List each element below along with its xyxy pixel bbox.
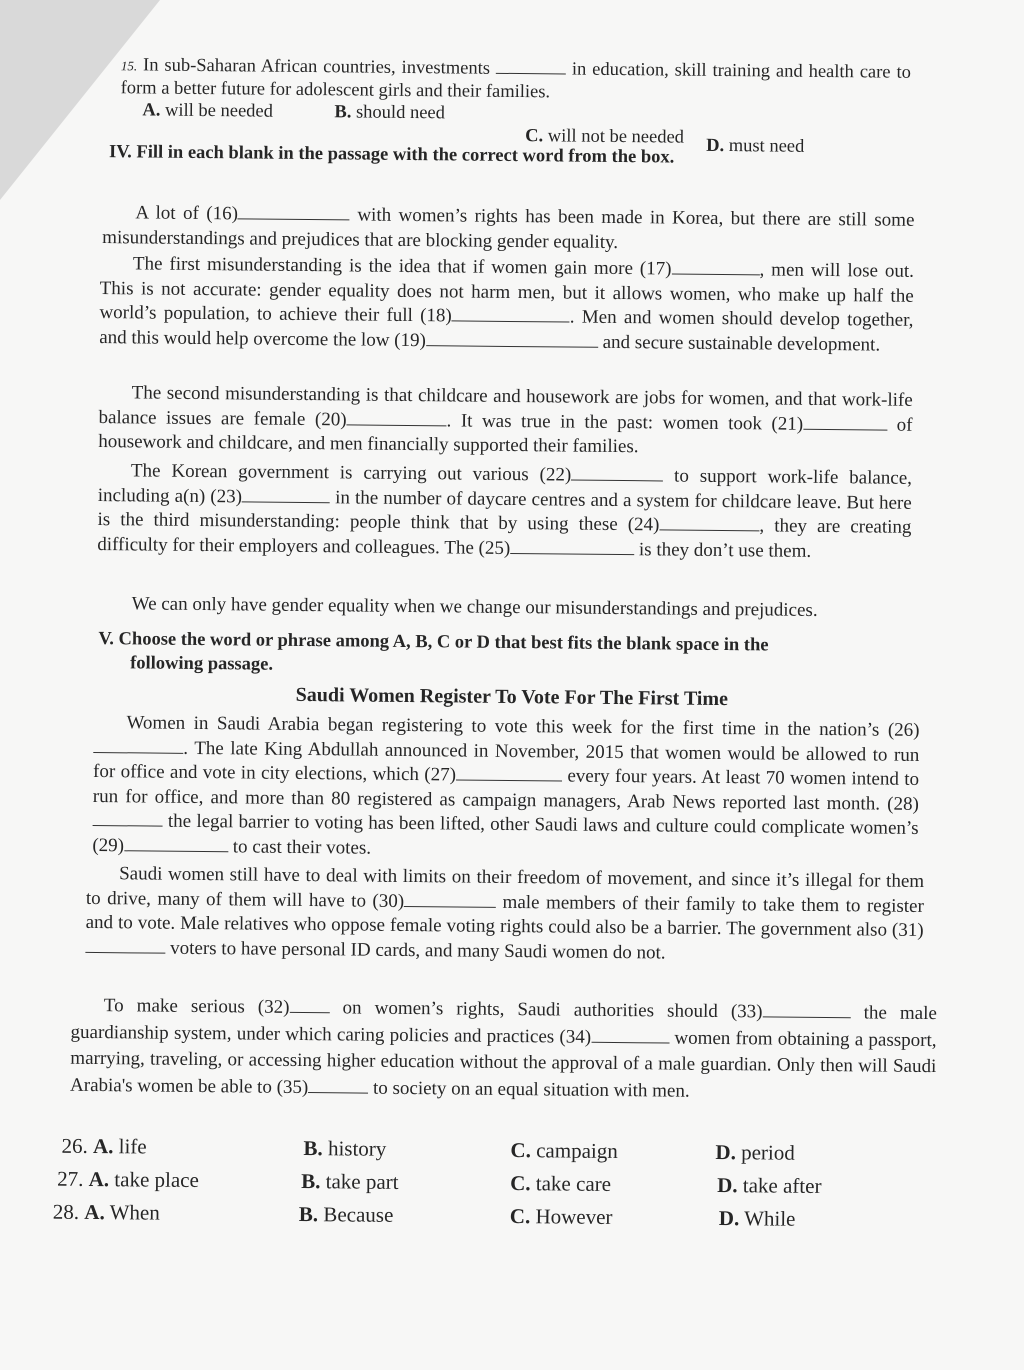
- section-5-heading-line-2: following passage.: [130, 653, 274, 675]
- answer-28-d[interactable]: D. While: [718, 1206, 796, 1231]
- passage-title: Saudi Women Register To Vote For The First Time: [295, 683, 729, 711]
- question-15-stem-2: in education, skill training and health care to form a better future for adolescent girls and their families.: [120, 59, 911, 103]
- blank-31[interactable]: [85, 937, 165, 953]
- answer-row-28: [52, 1199, 855, 1236]
- option-c[interactable]: C. will not be needed: [525, 126, 685, 148]
- blank-24[interactable]: [659, 515, 759, 531]
- question-15-blank[interactable]: [496, 59, 566, 75]
- blank-35[interactable]: [308, 1078, 368, 1094]
- blank-16[interactable]: [238, 204, 350, 220]
- blank-21[interactable]: [803, 414, 887, 430]
- answer-26-d[interactable]: D. period: [715, 1139, 795, 1165]
- answer-row-26: [55, 1134, 855, 1170]
- section-5-heading-line-1: V. Choose the word or phrase among A, B, C or D that best fits the blank space in the: [98, 629, 769, 656]
- answer-26-b[interactable]: B. history: [303, 1136, 387, 1161]
- section-4-paragraph-1: A lot of (16) with women’s rights has been made in Korea, but there are still some misunderstandings and prejudices that are blocking gender equality.: [102, 202, 915, 253]
- blank-30[interactable]: [404, 891, 496, 907]
- blank-23[interactable]: [242, 487, 330, 503]
- section-5-paragraph-3: To make serious (32) on women’s rights, Saudi authorities should (33) the male guardianship system, under which caring policies and practices (34) women from obtaining a passport, marrying, traveling, or accessing higher education without the approval of a male guardian. Only then will Saudi Arabia's women be able to (35) to society on an equal situation with men.: [69, 995, 937, 1102]
- question-15-number: 15.: [120, 58, 138, 74]
- section-4-paragraph-2: The first misunderstanding is the idea that if women gain more (17) , men will lose out. This is not accurate: gender equality does not harm men, but it allows women, who make up half the world’s population, to achieve their full (18) . Men and women should develop together, and this would help overcome the low (19) and secure sustainable development.: [99, 253, 915, 356]
- section-4-paragraph-5: We can only have gender equality when we change our misunderstandings and prejudices.: [131, 593, 818, 621]
- blank-26[interactable]: [93, 737, 183, 753]
- answer-27-b[interactable]: B. take part: [301, 1169, 399, 1194]
- section-4-paragraph-3: The second misunderstanding is that childcare and housework are jobs for women, and that work-life balance issues are female (20) . It was true in the past: women took (21) of housework and childcare, and men financially supported their families.: [98, 382, 913, 458]
- blank-25[interactable]: [510, 538, 634, 554]
- blank-33[interactable]: [762, 1002, 850, 1018]
- option-a[interactable]: A. will be needed: [142, 100, 274, 122]
- blank-19[interactable]: [426, 331, 598, 348]
- answer-27-d[interactable]: D. take after: [717, 1172, 822, 1198]
- section-4-paragraph-4: The Korean government is carrying out various (22) to support work-life balance, including a(n) (23) in the number of daycare centres and a system for childcare leave. But here is the third misunderstanding: people think that by using these (24) , they are creating difficulty for their employers and colleagues. The (25) is they don’t use them.: [97, 460, 913, 562]
- option-d[interactable]: D. must need: [706, 135, 805, 157]
- section-5-paragraph-1: Women in Saudi Arabia began registering to vote this week for the first time in the nation’s (26). The late King Abdullah announced in November, 2015 that women would be allowed to run for office and vote in city elections, which (27) every four years. At least 70 women intend to run for office, and more than 80 registered as campaign managers, Arab News reported last month. (28) the legal barrier to voting has been lifted, other Saudi laws and culture could complicate women’s (29) to cast their votes.: [92, 712, 920, 859]
- blank-20[interactable]: [347, 410, 447, 426]
- blank-29[interactable]: [124, 836, 228, 852]
- answer-28-a[interactable]: 28. A. When: [52, 1199, 160, 1225]
- answer-26-a[interactable]: 26. A. life: [61, 1133, 147, 1159]
- option-b[interactable]: B. should need: [334, 102, 446, 124]
- blank-22[interactable]: [571, 466, 663, 482]
- answer-28-c[interactable]: C. However: [509, 1204, 613, 1229]
- blank-18[interactable]: [452, 306, 570, 322]
- section-4-heading: IV. Fill in each blank in the passage with the correct word from the box.: [108, 142, 675, 168]
- question-15-stem-1: In sub-Saharan African countries, investments: [142, 55, 491, 79]
- answer-26-c[interactable]: C. campaign: [510, 1138, 618, 1164]
- blank-27[interactable]: [456, 765, 562, 781]
- blank-17[interactable]: [671, 260, 759, 276]
- blank-28[interactable]: [93, 811, 163, 827]
- answer-28-b[interactable]: B. Because: [298, 1201, 394, 1227]
- section-5-paragraph-2: Saudi women still have to deal with limits on their freedom of movement, and since it’s illegal for them to drive, many of them will have to (30) male members of their family to take them to register and to vote. Male relatives who oppose female voting rights could also be a barrier. The government also (31) voters to have personal ID cards, and many Saudi women do not.: [85, 863, 925, 963]
- blank-34[interactable]: [591, 1027, 669, 1043]
- question-15: [121, 54, 911, 108]
- blank-32[interactable]: [289, 998, 329, 1013]
- answer-27-c[interactable]: C. take care: [510, 1171, 612, 1196]
- answer-27-a[interactable]: 27. A. take place: [57, 1166, 200, 1193]
- answer-row-27: [55, 1167, 855, 1203]
